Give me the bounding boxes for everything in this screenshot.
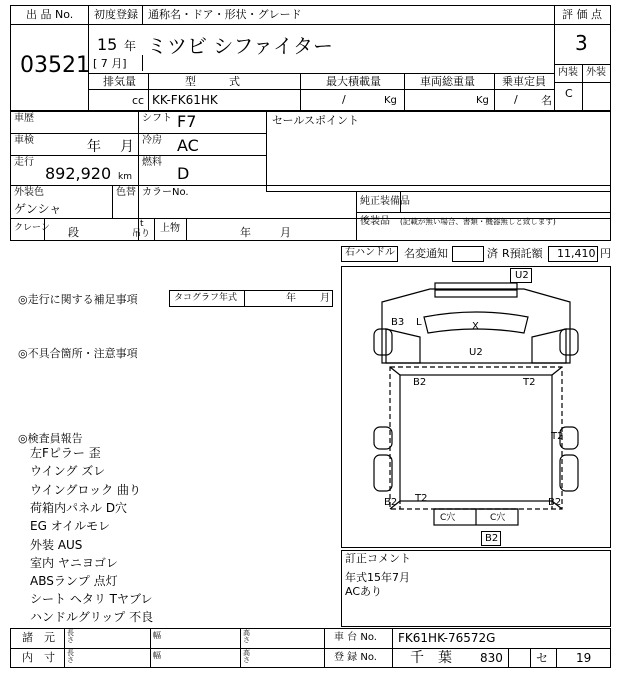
tachograph-year-unit: 年 — [286, 293, 296, 304]
model-code: KK-FK61HK — [152, 93, 218, 107]
diagram-mark-b3: B3 — [391, 317, 405, 328]
color-no-label: カラーNo. — [142, 187, 189, 198]
lot-number: 03521 — [20, 53, 90, 78]
diagram-mark-l: L — [416, 317, 422, 328]
diagram-mark-t2-right: T2 — [523, 377, 536, 388]
vehicle-diagram — [341, 266, 611, 548]
mileage-unit: km — [118, 172, 132, 182]
chassis-label: 車 台 No. — [334, 632, 377, 643]
crane-lift-label: 吊り — [132, 229, 151, 239]
genuine-equipment-label: 純正装備品 — [360, 196, 410, 207]
gross-weight-unit: Kg — [476, 95, 489, 106]
diagram-mark-b2-left: B2 — [413, 377, 427, 388]
diagram-mark-c-hole-left: C穴 — [440, 513, 456, 523]
color-label: 外装色 — [14, 187, 44, 198]
model-label: 型 式 — [185, 75, 240, 88]
recycle-mark: 済 — [487, 247, 498, 260]
dims-height-label: 高さ — [243, 629, 250, 644]
diagram-mark-top-u2: U2 — [510, 268, 532, 283]
report-line-7: 室内 ヤニヨゴレ — [30, 556, 118, 570]
inner-height-label: 高さ — [243, 649, 250, 664]
ac-value: AC — [177, 136, 199, 155]
reg-year-unit: 年 — [124, 39, 137, 53]
report-line-8: ABSランプ 点灯 — [30, 574, 118, 588]
history-label: 車歴 — [14, 113, 34, 124]
diagram-mark-b2-rear-right: B2 — [548, 497, 562, 508]
report-line-6: 外装 AUS — [30, 538, 83, 552]
comment-line-1: 年式15年7月 — [345, 571, 410, 584]
tachograph-label: タコグラフ年式 — [174, 293, 238, 303]
aftermarket-label: 後装品 — [360, 216, 390, 227]
max-load-unit: Kg — [384, 95, 397, 106]
r-amount: 11,410 — [557, 247, 596, 260]
inspector-report-label: ◎検査員報告 — [18, 432, 83, 445]
reg-kana: セ — [536, 651, 549, 665]
report-line-3: ウイングロック 曲り — [30, 483, 141, 497]
exterior-label: 外装 — [586, 67, 606, 78]
diagram-mark-u2: U2 — [469, 347, 483, 358]
vehicle-name: ミツビ シファイター — [147, 34, 333, 58]
lot-label: 出 品 No. — [26, 8, 74, 21]
right-hand-label: 右ハンドル — [345, 247, 395, 258]
reg-class: 830 — [480, 651, 503, 665]
crane-t-label: t — [140, 219, 144, 229]
max-load-slash: / — [342, 93, 346, 106]
tachograph-month-unit: 月 — [320, 293, 330, 304]
top-body-label: 上物 — [160, 223, 180, 234]
shift-value: F7 — [177, 112, 197, 131]
report-line-9: シート ヘタリ Tヤブレ — [30, 592, 153, 606]
reg-no-label: 登 録 No. — [334, 652, 377, 663]
dims-width-label: 幅 — [153, 631, 161, 640]
max-load-label: 最大積載量 — [326, 75, 381, 88]
reg-area: 千 葉 — [410, 650, 452, 666]
mileage-value: 892,920 — [45, 164, 112, 183]
name-label: 通称名・ドア・形状・グレード — [148, 8, 302, 21]
overall-grade: 3 — [575, 31, 588, 55]
owner-change-box — [452, 246, 484, 262]
cc-unit: cc — [132, 94, 145, 107]
capacity-unit: 名 — [541, 94, 552, 107]
fuel-label: 燃料 — [142, 157, 162, 168]
crane-label: クレーン — [14, 223, 50, 233]
reg-month: [ 7 月] — [93, 57, 127, 70]
diagram-mark-t2-side: T2 — [551, 431, 564, 442]
chassis-number: FK61HK-76572G — [398, 631, 496, 645]
reg-label: 初度登録 — [94, 8, 138, 21]
reg-year: 15 — [97, 35, 118, 54]
capacity-label: 乗車定員 — [502, 75, 546, 88]
reg-number: 19 — [576, 651, 592, 665]
diagram-mark-t2-left: T2 — [415, 493, 428, 504]
inner-width-label: 幅 — [153, 651, 161, 660]
shift-label: シフト — [142, 113, 172, 124]
selling-points-label: セールスポイント — [272, 114, 360, 127]
report-line-2: ウイング ズレ — [30, 464, 106, 478]
diagram-mark-x: X — [472, 321, 479, 332]
ac-label: 冷房 — [142, 135, 162, 146]
truck-outline — [342, 267, 610, 547]
fuel-value: D — [177, 164, 190, 183]
yen-unit: 円 — [600, 247, 611, 260]
report-line-5: EG オイルモレ — [30, 519, 111, 533]
mileage-label: 走行 — [14, 157, 34, 168]
diagram-mark-b2-rear-left: B2 — [384, 497, 398, 508]
interior-grade: C — [565, 87, 573, 100]
interior-label: 内装 — [558, 67, 578, 78]
inspection-label: 車検 — [14, 135, 34, 146]
crane-stage-label: 段 — [68, 226, 79, 239]
displacement-label: 排気量 — [103, 75, 136, 88]
owner-change-label: 名変通知 — [404, 247, 448, 260]
comment-label: 訂正コメント — [345, 552, 411, 565]
top-year-unit: 年 — [240, 226, 251, 239]
color-change-label: 色替 — [116, 187, 136, 198]
grade-label: 評 価 点 — [562, 8, 602, 21]
inspection-month-unit: 月 — [120, 139, 134, 155]
defects-label: ◎不具合箇所・注意事項 — [18, 347, 138, 360]
aftermarket-note: (記載が無い場合、書類・機器無しと致します) — [400, 217, 556, 226]
report-line-10: ハンドルグリップ 不良 — [30, 610, 154, 624]
r-label: R預託額 — [502, 247, 543, 260]
inner-length-label: 長さ — [67, 649, 74, 664]
diagram-mark-bottom-b2: B2 — [481, 531, 501, 546]
top-month-unit: 月 — [280, 226, 291, 239]
gross-weight-label: 車両総重量 — [420, 75, 475, 88]
inner-dims-label: 内 寸 — [22, 651, 55, 664]
dims-label: 諸 元 — [22, 631, 55, 644]
driving-note-label: ◎走行に関する補足事項 — [18, 293, 138, 306]
color-value: ゲンシャ — [14, 202, 62, 216]
comment-line-2: ACあり — [345, 585, 383, 598]
report-line-4: 荷箱内パネル D穴 — [30, 501, 128, 515]
diagram-mark-c-hole-right: C穴 — [490, 513, 506, 523]
inspection-year-unit: 年 — [87, 139, 101, 155]
capacity-slash: / — [514, 93, 518, 106]
report-line-1: 左Fピラー 歪 — [30, 446, 101, 460]
dims-length-label: 長さ — [67, 629, 74, 644]
